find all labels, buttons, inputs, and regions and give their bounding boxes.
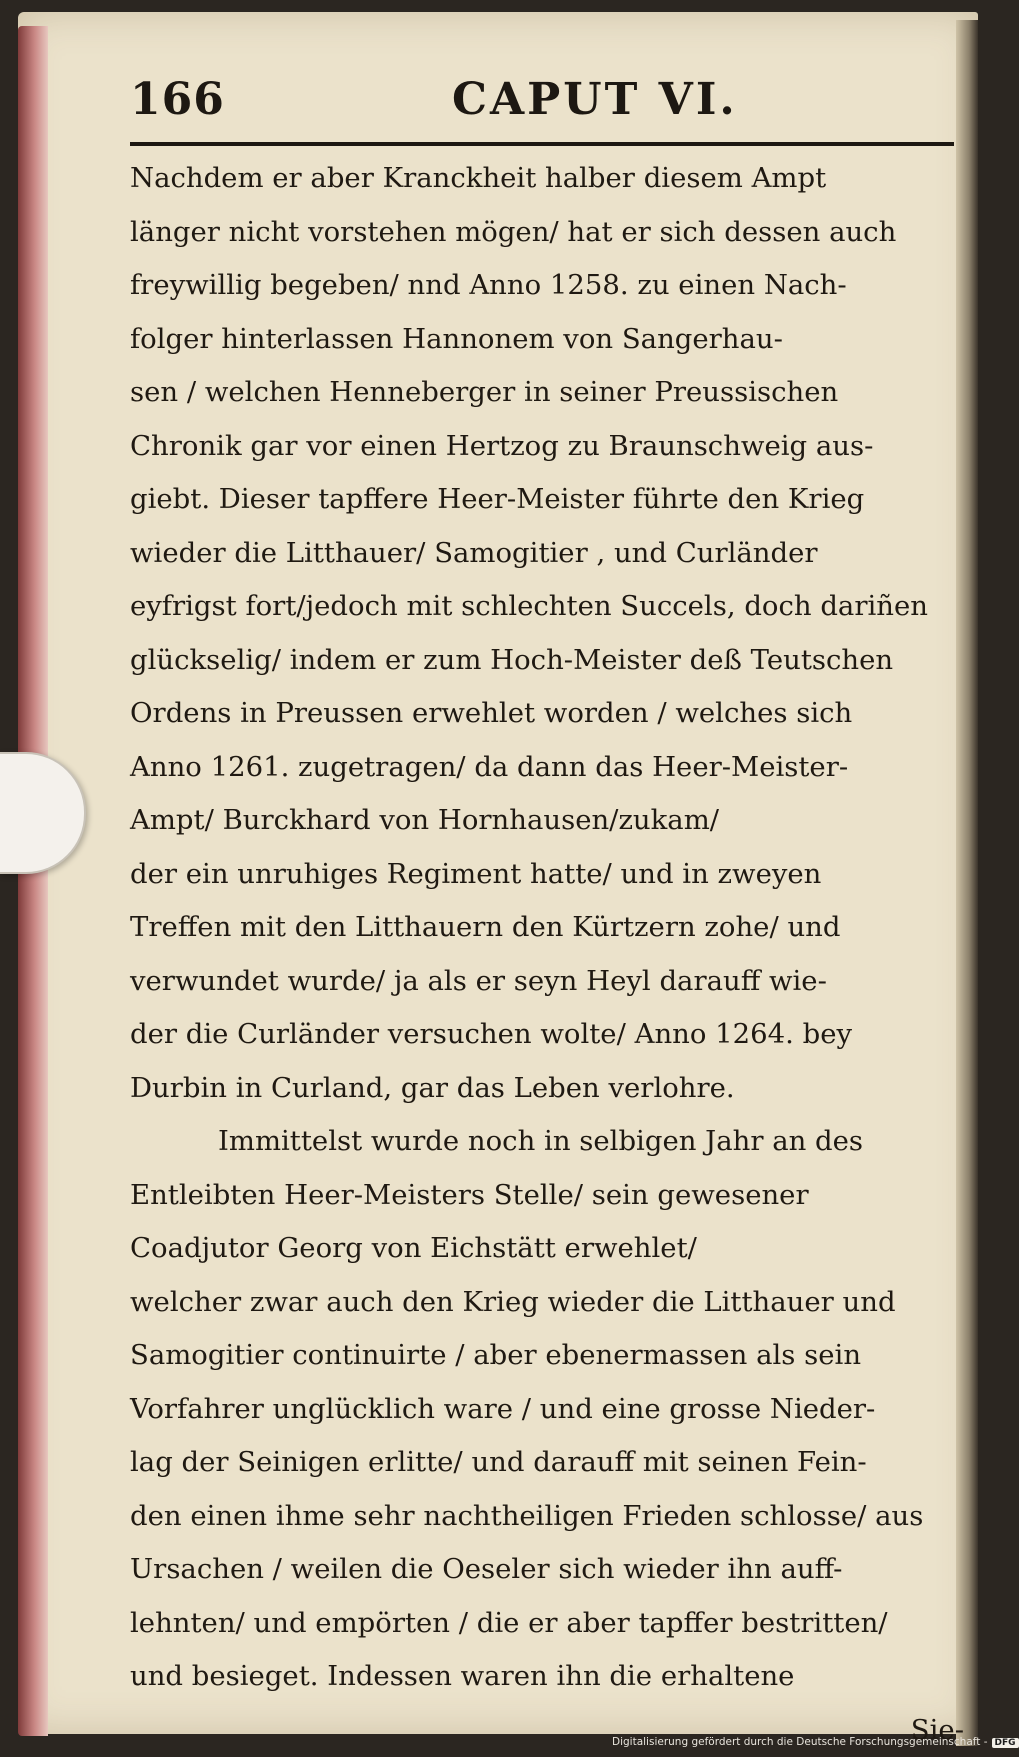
- text-line: Ursachen / weilen die Oeseler sich wieder ihn auff-: [130, 1543, 964, 1597]
- text-line: giebt. Dieser tapffere Heer-Meister führte den Krieg: [130, 473, 964, 527]
- text-line: Chronik gar vor einen Hertzog zu Braunschweig aus-: [130, 420, 964, 474]
- text-line: Immittelst wurde noch in selbigen Jahr an des: [130, 1115, 964, 1169]
- text-line: der die Curländer versuchen wolte/ Anno 1264. bey: [130, 1008, 964, 1062]
- text-line: Ordens in Preussen erwehlet worden / welches sich: [130, 687, 964, 741]
- running-head: CAPUT VI.: [452, 74, 738, 125]
- text-line: Ampt/ Burckhard von Hornhausen/zukam/: [130, 794, 964, 848]
- catchword: Sie-: [130, 1704, 964, 1757]
- dfg-logo: DFG: [992, 1738, 1019, 1748]
- text-line: Anno 1261. zugetragen/ da dann das Heer-Meister-: [130, 741, 964, 795]
- text-line: Nachdem er aber Kranckheit halber diesem Ampt: [130, 152, 964, 206]
- header-rule: [130, 142, 954, 146]
- text-line: Treffen mit den Litthauern den Kürtzern zohe/ und: [130, 901, 964, 955]
- text-line: Coadjutor Georg von Eichstätt erwehlet/: [130, 1222, 964, 1276]
- text-line: Vorfahrer unglücklich ware / und eine grosse Nieder-: [130, 1383, 964, 1437]
- text-line: Durbin in Curland, gar das Leben verlohre.: [130, 1062, 964, 1116]
- text-line: und besieget. Indessen waren ihn die erhaltene: [130, 1650, 964, 1704]
- text-line: den einen ihme sehr nachtheiligen Frieden schlosse/ aus: [130, 1490, 964, 1544]
- text-line: folger hinterlassen Hannonem von Sangerhau-: [130, 313, 964, 367]
- text-line: eyfrigst fort/jedoch mit schlechten Succels, doch dariñen: [130, 580, 964, 634]
- text-line: glückselig/ indem er zum Hoch-Meister deß Teutschen: [130, 634, 964, 688]
- text-line: freywillig begeben/ nnd Anno 1258. zu einen Nach-: [130, 259, 964, 313]
- text-line: verwundet wurde/ ja als er seyn Heyl darauff wie-: [130, 955, 964, 1009]
- text-line: der ein unruhiges Regiment hatte/ und in zweyen: [130, 848, 964, 902]
- text-line: wieder die Litthauer/ Samogitier , und Curländer: [130, 527, 964, 581]
- text-line: lehnten/ und empörten / die er aber tapffer bestritten/: [130, 1597, 964, 1651]
- text-line: sen / welchen Henneberger in seiner Preussischen: [130, 366, 964, 420]
- text-line: welcher zwar auch den Krieg wieder die Litthauer und: [130, 1276, 964, 1330]
- page-number: 166: [130, 74, 225, 125]
- text-line: Entleibten Heer-Meisters Stelle/ sein gewesener: [130, 1169, 964, 1223]
- page-header: [130, 74, 950, 144]
- text-line: lag der Seinigen erlitte/ und darauff mit seinen Fein-: [130, 1436, 964, 1490]
- digitization-credit: [612, 1736, 1019, 1748]
- body-text: [130, 152, 964, 1757]
- credit-text: Digitalisierung gefördert durch die Deutsche Forschungsgemeinschaft -: [612, 1736, 988, 1748]
- text-line: Samogitier continuirte / aber ebenermassen als sein: [130, 1329, 964, 1383]
- spine-edge: [18, 26, 48, 1736]
- text-line: länger nicht vorstehen mögen/ hat er sich dessen auch: [130, 206, 964, 260]
